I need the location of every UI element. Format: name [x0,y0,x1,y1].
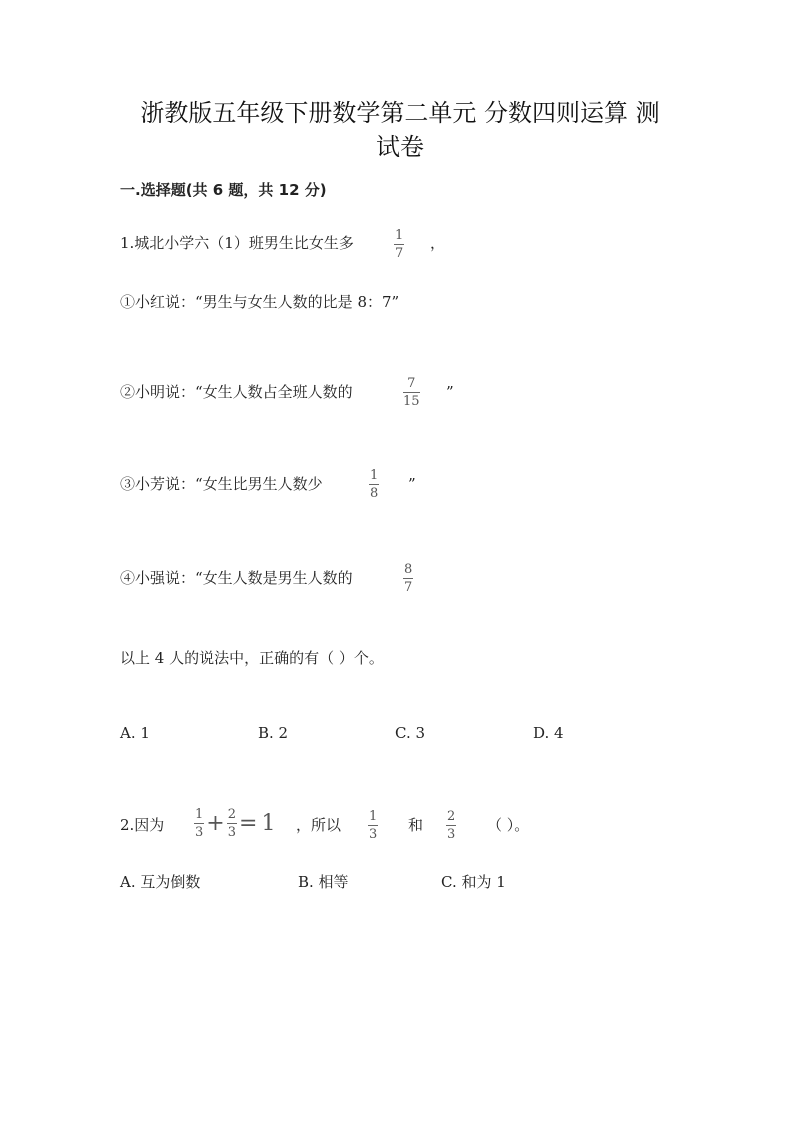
q1-statement-4: ④小强说：“女生人数是男生人数的 [120,569,353,587]
q2-equation [194,807,277,840]
q1-option-d[interactable]: D. 4 [533,724,564,742]
q1-statement-3-end: ” [408,475,416,493]
q2-answer-blank[interactable]: （ ）。 [487,816,530,834]
fraction-bar [403,392,420,393]
q2-option-c[interactable]: C. 和为 1 [441,873,506,891]
fraction-numerator: 7 [407,376,416,391]
plus-sign: + [206,811,225,836]
equals-sign: = [239,811,258,836]
fraction-denominator: 8 [370,486,379,501]
fraction-bar [369,484,379,485]
section-heading: 一.选择题(共 6 题，共 12 分) [120,181,327,199]
fraction-numerator: 2 [227,807,236,822]
q1-statement-3-fraction [369,468,379,501]
page-title [0,96,800,164]
fraction-denominator: 15 [403,394,420,409]
fraction-denominator: 3 [227,825,236,840]
title-line-2: 试卷 [376,133,424,161]
q1-option-b[interactable]: B. 2 [258,724,289,742]
q1-statement-2: ②小明说：“女生人数占全班人数的 [120,383,353,401]
q2-fraction-2 [446,809,456,842]
q2-and: 和 [408,816,424,834]
title-line-1: 浙教版五年级下册数学第二单元 分数四则运算 测 [140,99,660,127]
fraction-bar [394,244,404,245]
q1-statement-2-end: ” [446,383,454,401]
q1-statement-1: ①小红说：“男生与女生人数的比是 8：7” [120,293,400,311]
fraction-numerator: 1 [195,807,204,822]
q1-stem: 1.城北小学六（1）班男生比女生多 [120,234,354,252]
q2-stem-start: 2.因为 [120,816,165,834]
q1-statement-3: ③小芳说：“女生比男生人数少 [120,475,323,493]
q1-question: 以上 4 人的说法中，正确的有（ ）个。 [120,649,384,667]
fraction-numerator: 2 [447,809,456,824]
fraction-denominator: 7 [395,246,404,261]
equation-result: 1 [261,811,276,836]
q1-stem-comma: ， [430,234,446,252]
q2-fraction-1 [368,809,378,842]
q1-option-a[interactable]: A. 1 [120,724,150,742]
q2-equation-fraction-b [227,807,237,840]
fraction-denominator: 3 [447,827,456,842]
fraction-numerator: 8 [404,562,413,577]
fraction-denominator: 7 [404,580,413,595]
q1-statement-4-fraction [403,562,413,595]
fraction-numerator: 1 [369,809,378,824]
fraction-denominator: 3 [369,827,378,842]
q1-statement-2-fraction [403,376,420,409]
fraction-bar [194,823,204,824]
fraction-denominator: 3 [195,825,204,840]
q2-so: ，所以 [296,816,342,834]
fraction-numerator: 1 [370,468,379,483]
fraction-bar [227,823,237,824]
fraction-bar [446,825,456,826]
q2-equation-fraction-a [194,807,204,840]
fraction-bar [403,578,413,579]
fraction-numerator: 1 [395,228,404,243]
q2-option-a[interactable]: A. 互为倒数 [120,873,201,891]
q1-option-c[interactable]: C. 3 [395,724,426,742]
q2-option-b[interactable]: B. 相等 [298,873,349,891]
fraction-bar [368,825,378,826]
q1-stem-fraction [394,228,404,261]
